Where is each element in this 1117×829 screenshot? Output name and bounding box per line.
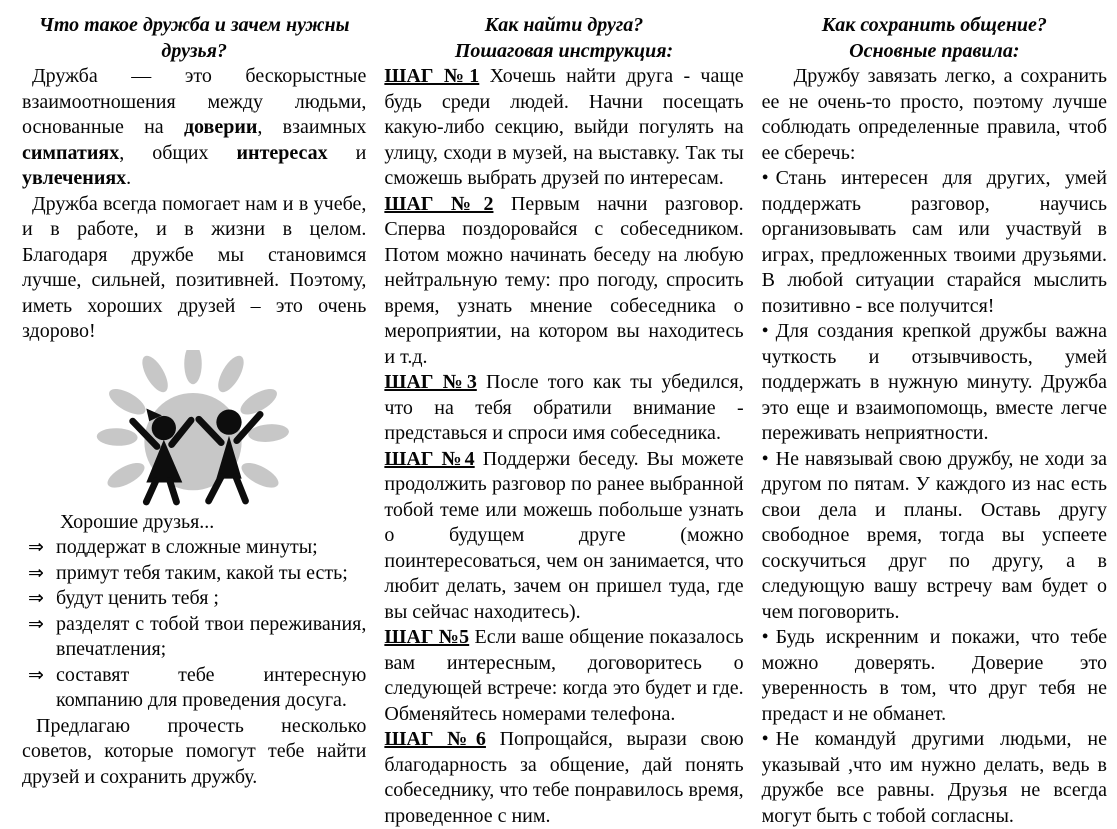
step-text: Если ваше общение показалось вам интересным, договоритесь о следующей встрече: когда это будет и где. Обменяйтесь номерами телефона. [384,626,744,725]
list-item-text: поддержат в сложные минуты; [56,536,318,558]
step-paragraph [384,447,743,626]
double-arrow-icon: ⇒ [28,588,44,609]
rule-item [762,166,1107,319]
column3-subtitle: Основные правила: [849,40,1020,62]
rule-item [762,447,1107,626]
friendship-benefits-paragraph: Дружба всегда помогает нам и в учебе, и в работе, и в жизни в целом. Благодаря дружбе мы становимся лучше, сильней, позитивней. Поэтому, иметь хороших друзей – это очень здорово! [22,192,367,342]
double-arrow-icon: ⇒ [28,613,44,635]
rules-list [762,166,1107,829]
list-item-text: разделят с тобой твои переживания, впечатления; [56,612,367,660]
column2-subtitle: Пошаговая инструкция: [454,40,674,62]
steps-list [384,64,743,829]
list-item-text: составят тебе интересную компанию для проведения досуга. [56,663,367,711]
step-text: Хочешь найти друга - чаще будь среди людей. Начни посещать какую-либо секцию, выйди погулять на улицу, сходи в музей, на выставку. Так ты сможешь выбрать друзей по интересам. [384,65,744,189]
step-label: ШАГ №3 [384,371,477,393]
column-how-to-find-friend [384,12,744,827]
rule-text: Будь искренним и покажи, что тебе можно доверять. Доверие это уверенность в том, что друг тебя не предаст и не обманет. [761,626,1107,725]
rule-text: Для создания крепкой дружбы важна чуткость и отзывчивость, умей поддержать в нужную минуту. Дружба это еще и взаимопомощь, вместе легче переживать неприятности. [761,320,1107,444]
double-arrow-icon: ⇒ [28,562,44,584]
bullet-icon: • [761,167,769,189]
rule-item [762,727,1107,829]
column2-title: Как найти друга? [484,14,644,36]
step-paragraph [384,64,743,192]
column3-title: Как сохранить общение? [821,14,1047,36]
list-item [22,663,366,714]
step-label: ШАГ №2 [384,192,494,215]
bullet-icon: • [761,320,769,342]
step-text: Попрощайся, вырази свою благодарность за общение, дай понять собеседнику, что тебе понравилось время, проведенное с ним. [384,728,744,827]
step-text: Поддержи беседу. Вы можете продолжить разговор по ранее выбранной тобой теме или можешь побольше узнать о будущем друге (можно поинтересоваться, чем он занимается, что любит делать, зачем он пришел туда, где вы сейчас находитесь). [384,447,744,623]
rule-item [762,319,1107,447]
bullet-icon: • [761,447,769,470]
list-item-text: примут тебя таким, какой ты есть; [56,561,348,584]
step-paragraph [384,727,743,829]
rule-text: Не командуй другими людьми, не указывай ,что им нужно делать, ведь в дружбе все равны. Друзья не всегда могут быть с тобой согласны. [761,728,1107,827]
step-paragraph [384,192,743,371]
column-what-is-friendship [22,12,367,788]
step-label: ШАГ №4 [384,447,475,470]
bullet-icon: • [761,728,769,750]
step-label: ШАГ №1 [384,65,480,87]
step-text: После того как ты убедился, что на тебя обратили внимание - представься и спроси имя собеседника. [384,371,744,444]
rules-intro-paragraph: Дружбу завязать легко, а сохранить ее не очень-то просто, поэтому лучше соблюдать определенные правила, чтоб ее сберечь: [761,65,1107,164]
double-arrow-icon: ⇒ [28,537,44,558]
rule-item [762,625,1107,727]
step-text: Первым начни разговор. Сперва поздоровайся с собеседником. Потом можно начинать беседу на любую нейтральную тему: про погоду, спросить время, узнать мнение собеседника о мероприятии, на котором вы находитесь и т.д. [384,192,744,368]
list-item [22,612,366,663]
sun-with-children-illustration [86,350,300,506]
bullet-icon: • [761,626,769,648]
step-paragraph [384,625,743,727]
list-item [22,586,366,612]
list-item [22,535,366,561]
friendship-definition-paragraph: Дружба — это бескорыстные взаимоотношения между людьми, основанные на доверии, взаимных симпатиях, общих интересах и увлечениях. [22,65,367,189]
column1-title: Что такое дружба и зачем нужны друзья? [38,14,350,62]
step-paragraph [384,370,743,447]
rule-text: Стань интересен для других, умей поддержать разговор, научись организовывать сам или участвуй в играх, предложенных твоими друзьями. В любой ситуации старайся мыслить позитивно - все получится! [761,167,1107,317]
list-item [22,561,366,587]
list-item-text: будут ценить тебя ; [56,587,219,609]
closing-paragraph: Предлагаю прочесть несколько советов, которые помогут тебе найти друзей и сохранить дружбу. [22,714,367,788]
step-label: ШАГ №6 [384,728,486,750]
good-friends-list [22,535,366,714]
step-label: ШАГ №5 [384,626,470,648]
column-how-to-keep-friendship [761,12,1107,827]
rule-text: Не навязывай свою дружбу, не ходи за другом по пятам. У каждого из нас есть свои дела и планы. Оставь другу свободное время, тогда вы успеете соскучиться друг по другу, а в следующую вашу встречу вам будет о чем поговорить. [761,447,1107,623]
double-arrow-icon: ⇒ [28,664,44,686]
good-friends-list-header: Хорошие друзья... [60,510,215,533]
